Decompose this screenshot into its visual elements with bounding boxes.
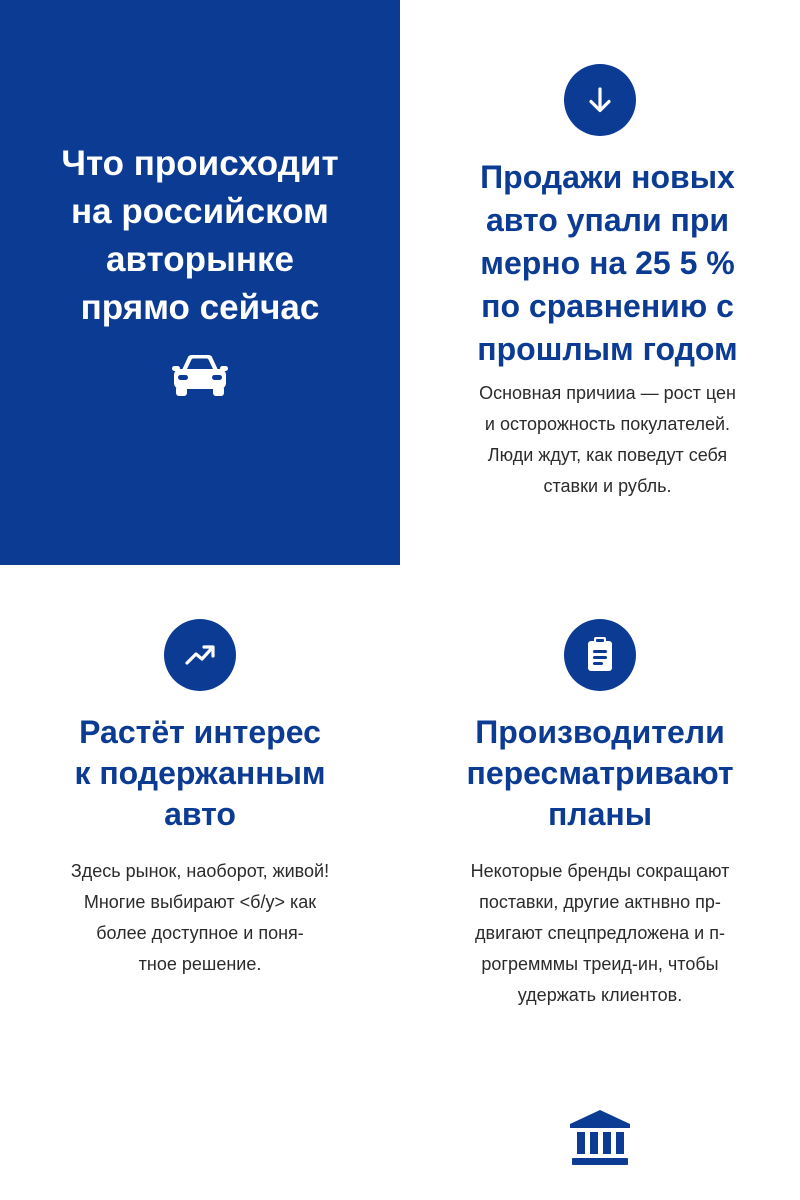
trending-up-icon: [164, 619, 236, 691]
sales-heading: Продажи новых авто упали при мерно на 25 5 % по сравнению с прошлым годом: [477, 159, 738, 367]
manufacturers-body: Некоторые бренды сокращают поставки, другие актнвно пр- двигают спецпредложена и п- рогремммы треид-ин, чтобы удержать клиентов.: [470, 861, 730, 1005]
manufacturers-heading: Производители пересматривают планы: [466, 714, 734, 832]
hero-title: Что происходит на российском авторынке прямо сейчас: [61, 144, 339, 327]
clipboard-icon: [564, 619, 636, 691]
used-cars-heading: Растёт интерес к подержанным авто: [74, 714, 326, 832]
sales-body: Основная причииа — рост цен и осторожность покулателей. Люди ждут, как поведут себя ставки и рубль.: [479, 383, 736, 496]
arrow-down-icon: [564, 64, 636, 136]
used-cars-body: Здесь рынок, наоборот, живой! Многие выбирают <б/у> как более доступное и поня- тное решение.: [70, 861, 330, 974]
car-icon: [168, 350, 232, 398]
bank-icon: [568, 1108, 632, 1168]
hero-panel: [0, 0, 400, 565]
